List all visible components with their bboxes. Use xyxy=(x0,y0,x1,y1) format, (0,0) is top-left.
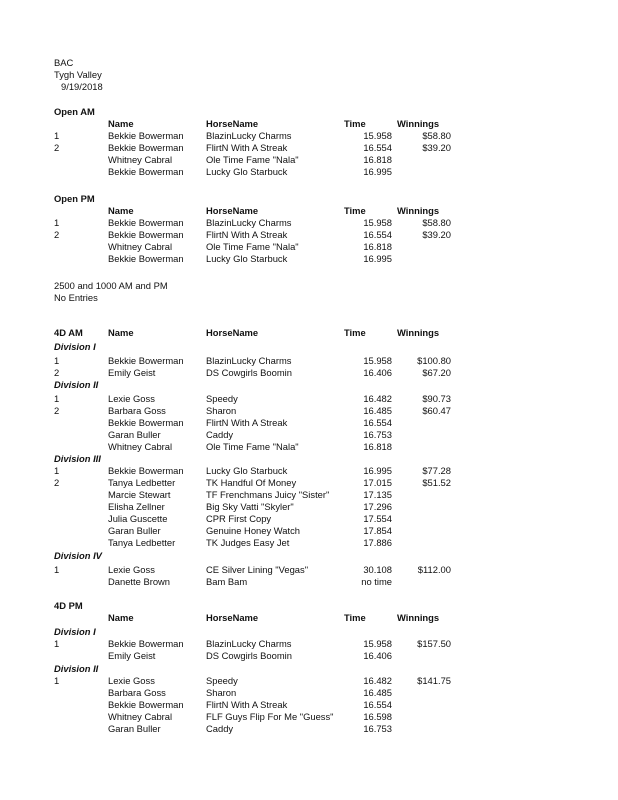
place: 1 xyxy=(54,465,60,476)
table-row xyxy=(0,513,618,525)
time: 15.958 xyxy=(363,638,392,649)
time: 16.818 xyxy=(363,241,392,252)
horse-name: BlazinLucky Charms xyxy=(206,217,292,228)
time: 16.818 xyxy=(363,441,392,452)
rider-name: Bekkie Bowerman xyxy=(108,166,184,177)
winnings: $90.73 xyxy=(422,393,451,404)
time: 16.818 xyxy=(363,154,392,165)
time: 16.995 xyxy=(363,465,392,476)
place: 1 xyxy=(54,393,60,404)
time: 16.554 xyxy=(363,417,392,428)
division-label-text: Division II xyxy=(54,663,99,674)
horse-name: BlazinLucky Charms xyxy=(206,638,292,649)
rider-name: Bekkie Bowerman xyxy=(108,417,184,428)
table-row xyxy=(0,525,618,537)
col-name: Name xyxy=(108,612,134,623)
winnings: $39.20 xyxy=(422,142,451,153)
time: 16.995 xyxy=(363,253,392,264)
note-line-2: No Entries xyxy=(54,292,98,303)
rider-name: Tanya Ledbetter xyxy=(108,477,176,488)
rider-name: Julia Guscette xyxy=(108,513,168,524)
table-row xyxy=(0,405,618,417)
horse-name: BlazinLucky Charms xyxy=(206,355,292,366)
col-horse: HorseName xyxy=(206,327,259,338)
table-row xyxy=(0,687,618,699)
rider-name: Bekkie Bowerman xyxy=(108,130,184,141)
rider-name: Bekkie Bowerman xyxy=(108,253,184,264)
col-horse: HorseName xyxy=(206,612,259,623)
table-row xyxy=(0,465,618,477)
rider-name: Bekkie Bowerman xyxy=(108,699,184,710)
division-label xyxy=(0,453,618,465)
rider-name: Barbara Goss xyxy=(108,687,166,698)
horse-name: FlirtN With A Streak xyxy=(206,699,288,710)
time: 16.995 xyxy=(363,166,392,177)
horse-name: TK Handful Of Money xyxy=(206,477,297,488)
time: 16.554 xyxy=(363,229,392,240)
table-row xyxy=(0,154,618,166)
col-time: Time xyxy=(344,118,366,129)
col-name: Name xyxy=(108,118,134,129)
table-row xyxy=(0,166,618,178)
table-row xyxy=(0,564,618,576)
note-line-1: 2500 and 1000 AM and PM xyxy=(54,280,168,291)
horse-name: Lucky Glo Starbuck xyxy=(206,253,288,264)
rider-name: Bekkie Bowerman xyxy=(108,638,184,649)
winnings: $100.80 xyxy=(417,355,451,366)
place: 1 xyxy=(54,564,60,575)
winnings: $141.75 xyxy=(417,675,451,686)
horse-name: Speedy xyxy=(206,675,238,686)
time: 16.554 xyxy=(363,699,392,710)
division-label-text: Division I xyxy=(54,341,96,352)
rider-name: Tanya Ledbetter xyxy=(108,537,176,548)
rider-name: Emily Geist xyxy=(108,367,156,378)
horse-name: TK Judges Easy Jet xyxy=(206,537,290,548)
time: 16.482 xyxy=(363,675,392,686)
horse-name: CE Silver Lining "Vegas" xyxy=(206,564,309,575)
division-label xyxy=(0,379,618,391)
time: 16.753 xyxy=(363,723,392,734)
time: 15.958 xyxy=(363,217,392,228)
horse-name: Bam Bam xyxy=(206,576,248,587)
place: 1 xyxy=(54,217,60,228)
time: 16.753 xyxy=(363,429,392,440)
winnings: $58.80 xyxy=(422,130,451,141)
place: 1 xyxy=(54,355,60,366)
place: 1 xyxy=(54,638,60,649)
horse-name: Ole Time Fame "Nala" xyxy=(206,441,299,452)
col-name: Name xyxy=(108,327,134,338)
table-row xyxy=(0,699,618,711)
place: 2 xyxy=(54,405,60,416)
time: 17.854 xyxy=(363,525,392,536)
col-time: Time xyxy=(344,612,366,623)
time: 15.958 xyxy=(363,355,392,366)
col-time: Time xyxy=(344,327,366,338)
rider-name: Bekkie Bowerman xyxy=(108,217,184,228)
winnings: $77.28 xyxy=(422,465,451,476)
time: 17.296 xyxy=(363,501,392,512)
col-horse: HorseName xyxy=(206,205,259,216)
time: 16.406 xyxy=(363,650,392,661)
place: 2 xyxy=(54,229,60,240)
table-row xyxy=(0,355,618,367)
table-row xyxy=(0,393,618,405)
horse-name: Speedy xyxy=(206,393,238,404)
rider-name: Garan Buller xyxy=(108,429,161,440)
place: 1 xyxy=(54,675,60,686)
section-title-4d-am: 4D AM xyxy=(54,327,83,338)
winnings: $51.52 xyxy=(422,477,451,488)
horse-name: Lucky Glo Starbuck xyxy=(206,465,288,476)
time: 16.406 xyxy=(363,367,392,378)
rider-name: Whitney Cabral xyxy=(108,241,173,252)
table-row xyxy=(0,229,618,241)
rider-name: Whitney Cabral xyxy=(108,154,173,165)
division-label xyxy=(0,341,618,353)
section-title-4d-pm: 4D PM xyxy=(54,600,83,611)
rider-name: Lexie Goss xyxy=(108,675,155,686)
division-label-text: Division IV xyxy=(54,550,102,561)
rider-name: Elisha Zellner xyxy=(108,501,165,512)
rider-name: Garan Buller xyxy=(108,525,161,536)
rider-name: Whitney Cabral xyxy=(108,441,173,452)
table-row xyxy=(0,638,618,650)
col-winnings: Winnings xyxy=(397,118,440,129)
table-row xyxy=(0,441,618,453)
horse-name: Sharon xyxy=(206,405,237,416)
horse-name: TF Frenchmans Juicy "Sister" xyxy=(206,489,330,500)
place: 2 xyxy=(54,367,60,378)
time: 16.554 xyxy=(363,142,392,153)
col-time: Time xyxy=(344,205,366,216)
time: 17.886 xyxy=(363,537,392,548)
winnings: $60.47 xyxy=(422,405,451,416)
col-winnings: Winnings xyxy=(397,205,440,216)
time: 30.108 xyxy=(363,564,392,575)
table-row xyxy=(0,723,618,735)
col-horse: HorseName xyxy=(206,118,259,129)
horse-name: Sharon xyxy=(206,687,237,698)
time: 16.485 xyxy=(363,405,392,416)
col-winnings: Winnings xyxy=(397,327,440,338)
horse-name: Genuine Honey Watch xyxy=(206,525,300,536)
horse-name: FlirtN With A Streak xyxy=(206,417,288,428)
col-winnings: Winnings xyxy=(397,612,440,623)
horse-name: FlirtN With A Streak xyxy=(206,229,288,240)
time: 17.015 xyxy=(363,477,392,488)
table-row xyxy=(0,417,618,429)
winnings: $58.80 xyxy=(422,217,451,228)
column-header-row xyxy=(0,612,618,624)
division-label-text: Division II xyxy=(54,379,99,390)
rider-name: Bekkie Bowerman xyxy=(108,465,184,476)
division-label xyxy=(0,663,618,675)
column-header-row xyxy=(0,118,618,130)
place: 2 xyxy=(54,142,60,153)
time: 16.485 xyxy=(363,687,392,698)
table-row xyxy=(0,537,618,549)
location: Tygh Valley xyxy=(54,69,102,80)
horse-name: Lucky Glo Starbuck xyxy=(206,166,288,177)
column-header-row xyxy=(0,205,618,217)
rider-name: Bekkie Bowerman xyxy=(108,229,184,240)
table-row xyxy=(0,711,618,723)
time: 17.554 xyxy=(363,513,392,524)
org-name: BAC xyxy=(54,57,74,68)
rider-name: Danette Brown xyxy=(108,576,171,587)
horse-name: FLF Guys Flip For Me "Guess" xyxy=(206,711,334,722)
rider-name: Lexie Goss xyxy=(108,564,155,575)
section-title-open-pm: Open PM xyxy=(54,193,95,204)
horse-name: FlirtN With A Streak xyxy=(206,142,288,153)
table-row xyxy=(0,501,618,513)
rider-name: Whitney Cabral xyxy=(108,711,173,722)
table-row xyxy=(0,429,618,441)
horse-name: DS Cowgirls Boomin xyxy=(206,650,292,661)
column-header-row xyxy=(0,327,618,339)
rider-name: Lexie Goss xyxy=(108,393,155,404)
rider-name: Garan Buller xyxy=(108,723,161,734)
division-label-text: Division I xyxy=(54,626,96,637)
table-row xyxy=(0,650,618,662)
time: no time xyxy=(361,576,392,587)
winnings: $112.00 xyxy=(417,564,451,575)
horse-name: Ole Time Fame "Nala" xyxy=(206,154,299,165)
horse-name: Ole Time Fame "Nala" xyxy=(206,241,299,252)
table-row xyxy=(0,576,618,588)
time: 15.958 xyxy=(363,130,392,141)
horse-name: Caddy xyxy=(206,723,234,734)
table-row xyxy=(0,241,618,253)
table-row xyxy=(0,675,618,687)
place: 2 xyxy=(54,477,60,488)
division-label-text: Division III xyxy=(54,453,101,464)
winnings: $157.50 xyxy=(417,638,451,649)
horse-name: BlazinLucky Charms xyxy=(206,130,292,141)
rider-name: Marcie Stewart xyxy=(108,489,171,500)
place: 1 xyxy=(54,130,60,141)
table-row xyxy=(0,253,618,265)
rider-name: Bekkie Bowerman xyxy=(108,142,184,153)
horse-name: Caddy xyxy=(206,429,234,440)
rider-name: Emily Geist xyxy=(108,650,156,661)
rider-name: Bekkie Bowerman xyxy=(108,355,184,366)
winnings: $67.20 xyxy=(422,367,451,378)
horse-name: CPR First Copy xyxy=(206,513,272,524)
horse-name: DS Cowgirls Boomin xyxy=(206,367,292,378)
table-row xyxy=(0,142,618,154)
rider-name: Barbara Goss xyxy=(108,405,166,416)
table-row xyxy=(0,489,618,501)
time: 17.135 xyxy=(363,489,392,500)
division-label xyxy=(0,626,618,638)
col-name: Name xyxy=(108,205,134,216)
event-date: 9/19/2018 xyxy=(61,81,103,92)
table-row xyxy=(0,217,618,229)
horse-name: Big Sky Vatti "Skyler" xyxy=(206,501,294,512)
table-row xyxy=(0,367,618,379)
division-label xyxy=(0,550,618,562)
time: 16.482 xyxy=(363,393,392,404)
table-row xyxy=(0,477,618,489)
time: 16.598 xyxy=(363,711,392,722)
winnings: $39.20 xyxy=(422,229,451,240)
table-row xyxy=(0,130,618,142)
section-title-open-am: Open AM xyxy=(54,106,95,117)
